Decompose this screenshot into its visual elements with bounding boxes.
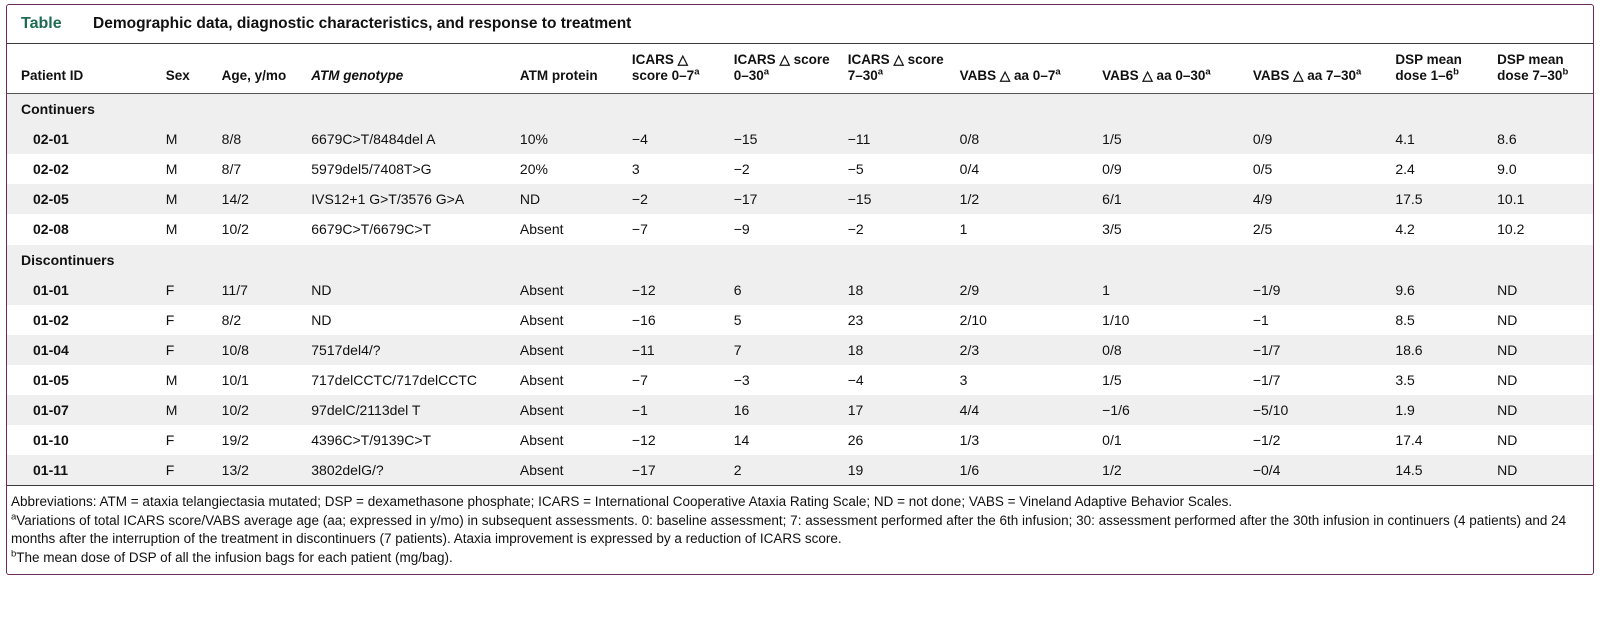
table-cell: M bbox=[160, 154, 216, 184]
caption-title: Demographic data, diagnostic characteristics, and response to treatment bbox=[93, 15, 632, 32]
table-cell: 3 bbox=[954, 365, 1097, 395]
table-cell: 6679C>T/8484del A bbox=[305, 124, 514, 154]
table-cell: Absent bbox=[514, 425, 626, 455]
table-cell: 1 bbox=[954, 214, 1097, 244]
table-cell: −1 bbox=[1247, 305, 1390, 335]
table-row bbox=[7, 154, 1593, 184]
table-cell: 10/2 bbox=[216, 214, 306, 244]
table-cell: 7517del4/? bbox=[305, 335, 514, 365]
table-cell: Absent bbox=[514, 455, 626, 485]
table-cell: ND bbox=[305, 305, 514, 335]
footnote-b: $^b$The mean dose of DSP of all the infusion bags for each patient (mg/bag). bbox=[11, 548, 453, 565]
table-row bbox=[7, 275, 1593, 305]
table-cell: 8/7 bbox=[216, 154, 306, 184]
table-row bbox=[7, 214, 1593, 244]
table-cell: ND bbox=[514, 184, 626, 214]
table-cell: F bbox=[160, 335, 216, 365]
table-cell: −9 bbox=[728, 214, 842, 244]
table-cell: F bbox=[160, 275, 216, 305]
table-cell: 1/6 bbox=[954, 455, 1097, 485]
table-cell: 9.6 bbox=[1389, 275, 1491, 305]
table-cell: 7 bbox=[728, 335, 842, 365]
table-cell: 0/1 bbox=[1096, 425, 1247, 455]
table-cell: 10/1 bbox=[216, 365, 306, 395]
group-label: Discontinuers bbox=[7, 245, 1593, 275]
table-cell: 10.1 bbox=[1491, 184, 1593, 214]
table-row bbox=[7, 425, 1593, 455]
col-icars-0-7: ICARS △ score 0–7$^a$ bbox=[626, 44, 728, 94]
col-sex: Sex bbox=[160, 44, 216, 94]
caption-label: Table bbox=[21, 15, 62, 32]
table-cell: 13/2 bbox=[216, 455, 306, 485]
table-cell: 9.0 bbox=[1491, 154, 1593, 184]
col-atm-protein: ATM protein bbox=[514, 44, 626, 94]
table-cell: M bbox=[160, 124, 216, 154]
table-cell: 4/4 bbox=[954, 395, 1097, 425]
table-cell: 19 bbox=[842, 455, 954, 485]
table-cell: ND bbox=[1491, 395, 1593, 425]
table-cell: 2.4 bbox=[1389, 154, 1491, 184]
table-cell: Absent bbox=[514, 395, 626, 425]
table-cell: −7 bbox=[626, 365, 728, 395]
table-cell: 11/7 bbox=[216, 275, 306, 305]
footnote-a-marker: a bbox=[11, 511, 17, 523]
table-cell: 18 bbox=[842, 335, 954, 365]
table-row bbox=[7, 184, 1593, 214]
table-cell: −0/4 bbox=[1247, 455, 1390, 485]
table-cell: 18 bbox=[842, 275, 954, 305]
table-cell: 2/10 bbox=[954, 305, 1097, 335]
cell-patient-id: 02-08 bbox=[7, 214, 160, 244]
table-caption bbox=[7, 5, 1593, 44]
table-cell: 14.5 bbox=[1389, 455, 1491, 485]
table-cell: M bbox=[160, 184, 216, 214]
table-cell: 5979del5/7408T>G bbox=[305, 154, 514, 184]
table-cell: −1/7 bbox=[1247, 335, 1390, 365]
table-footnotes bbox=[7, 485, 1593, 573]
table-cell: 2/3 bbox=[954, 335, 1097, 365]
table-cell: −17 bbox=[626, 455, 728, 485]
table-cell: −4 bbox=[626, 124, 728, 154]
table-cell: −5 bbox=[842, 154, 954, 184]
table-cell: ND bbox=[1491, 275, 1593, 305]
table-cell: 1/5 bbox=[1096, 124, 1247, 154]
table-cell: 0/8 bbox=[1096, 335, 1247, 365]
table-cell: 6/1 bbox=[1096, 184, 1247, 214]
table-cell: 3 bbox=[626, 154, 728, 184]
table-cell: 26 bbox=[842, 425, 954, 455]
table-cell: 17.4 bbox=[1389, 425, 1491, 455]
table-cell: −12 bbox=[626, 275, 728, 305]
table-cell: 1.9 bbox=[1389, 395, 1491, 425]
table-row bbox=[7, 395, 1593, 425]
table-cell: 3.5 bbox=[1389, 365, 1491, 395]
table-cell: Absent bbox=[514, 214, 626, 244]
table-header bbox=[7, 44, 1593, 94]
col-atm-genotype: ATM genotype bbox=[305, 44, 514, 94]
table-cell: −1/2 bbox=[1247, 425, 1390, 455]
cell-patient-id: 02-01 bbox=[7, 124, 160, 154]
table-row bbox=[7, 365, 1593, 395]
table-cell: −1 bbox=[626, 395, 728, 425]
table-cell: 3802delG/? bbox=[305, 455, 514, 485]
table-row bbox=[7, 124, 1593, 154]
col-dsp-1-6: DSP mean dose 1–6$^b$ bbox=[1389, 44, 1491, 94]
table-container bbox=[6, 4, 1594, 575]
table-cell: 16 bbox=[728, 395, 842, 425]
cell-patient-id: 01-04 bbox=[7, 335, 160, 365]
table-cell: 1/5 bbox=[1096, 365, 1247, 395]
table-cell: 5 bbox=[728, 305, 842, 335]
table-cell: 10/8 bbox=[216, 335, 306, 365]
table-cell: −7 bbox=[626, 214, 728, 244]
footnote-b-marker: b bbox=[11, 548, 17, 560]
footnote-abbreviations: Abbreviations: ATM = ataxia telangiectasia mutated; DSP = dexamethasone phosphate; ICARS = International Cooperative Ataxia Rating Scale; ND = not done; VABS = Vineland Adaptive Behavior Scales. bbox=[11, 494, 1233, 510]
table-cell: 14 bbox=[728, 425, 842, 455]
table-cell: −11 bbox=[842, 124, 954, 154]
table-cell: ND bbox=[1491, 425, 1593, 455]
table-cell: F bbox=[160, 455, 216, 485]
table-cell: 1/2 bbox=[954, 184, 1097, 214]
table-cell: M bbox=[160, 214, 216, 244]
table-cell: 3/5 bbox=[1096, 214, 1247, 244]
col-icars-7-30: ICARS △ score 7–30$^a$ bbox=[842, 44, 954, 94]
table-cell: −2 bbox=[626, 184, 728, 214]
cell-patient-id: 01-10 bbox=[7, 425, 160, 455]
table-cell: 4396C>T/9139C>T bbox=[305, 425, 514, 455]
table-cell: 6679C>T/6679C>T bbox=[305, 214, 514, 244]
table-cell: 4/9 bbox=[1247, 184, 1390, 214]
table-cell: 2/9 bbox=[954, 275, 1097, 305]
table-cell: 2/5 bbox=[1247, 214, 1390, 244]
table-row bbox=[7, 455, 1593, 485]
cell-patient-id: 01-01 bbox=[7, 275, 160, 305]
table-cell: 1/3 bbox=[954, 425, 1097, 455]
table-cell: Absent bbox=[514, 365, 626, 395]
table-row bbox=[7, 335, 1593, 365]
table-cell: −4 bbox=[842, 365, 954, 395]
table-cell: IVS12+1 G>T/3576 G>A bbox=[305, 184, 514, 214]
table-cell: 0/4 bbox=[954, 154, 1097, 184]
table-cell: 23 bbox=[842, 305, 954, 335]
table-cell: 17 bbox=[842, 395, 954, 425]
demographics-table bbox=[7, 44, 1593, 485]
table-cell: −2 bbox=[728, 154, 842, 184]
table-cell: 10.2 bbox=[1491, 214, 1593, 244]
header-row bbox=[7, 44, 1593, 94]
table-cell: −16 bbox=[626, 305, 728, 335]
cell-patient-id: 01-11 bbox=[7, 455, 160, 485]
col-patient-id: Patient ID bbox=[7, 44, 160, 94]
table-cell: ND bbox=[1491, 365, 1593, 395]
table-cell: 8/8 bbox=[216, 124, 306, 154]
table-cell: −2 bbox=[842, 214, 954, 244]
table-cell: −1/6 bbox=[1096, 395, 1247, 425]
table-cell: 4.1 bbox=[1389, 124, 1491, 154]
table-cell: 8.5 bbox=[1389, 305, 1491, 335]
table-cell: 8/2 bbox=[216, 305, 306, 335]
table-cell: −15 bbox=[842, 184, 954, 214]
table-cell: 1/10 bbox=[1096, 305, 1247, 335]
table-cell: −3 bbox=[728, 365, 842, 395]
table-cell: 717delCCTC/717delCCTC bbox=[305, 365, 514, 395]
table-cell: 8.6 bbox=[1491, 124, 1593, 154]
table-cell: 17.5 bbox=[1389, 184, 1491, 214]
table-cell: 4.2 bbox=[1389, 214, 1491, 244]
table-cell: −12 bbox=[626, 425, 728, 455]
table-cell: M bbox=[160, 365, 216, 395]
table-cell: −1/7 bbox=[1247, 365, 1390, 395]
table-cell: ND bbox=[1491, 335, 1593, 365]
table-cell: F bbox=[160, 305, 216, 335]
table-row bbox=[7, 305, 1593, 335]
col-dsp-7-30: DSP mean dose 7–30$^b$ bbox=[1491, 44, 1593, 94]
col-icars-0-30: ICARS △ score 0–30$^a$ bbox=[728, 44, 842, 94]
table-cell: M bbox=[160, 395, 216, 425]
table-cell: 19/2 bbox=[216, 425, 306, 455]
cell-patient-id: 02-05 bbox=[7, 184, 160, 214]
table-cell: 20% bbox=[514, 154, 626, 184]
table-cell: 14/2 bbox=[216, 184, 306, 214]
col-vabs-0-30: VABS △ aa 0–30$^a$ bbox=[1096, 44, 1247, 94]
table-cell: −11 bbox=[626, 335, 728, 365]
table-cell: ND bbox=[1491, 305, 1593, 335]
table-cell: 18.6 bbox=[1389, 335, 1491, 365]
table-cell: 1/2 bbox=[1096, 455, 1247, 485]
table-cell: −1/9 bbox=[1247, 275, 1390, 305]
table-cell: −5/10 bbox=[1247, 395, 1390, 425]
table-cell: 97delC/2113del T bbox=[305, 395, 514, 425]
table-cell: 0/9 bbox=[1247, 124, 1390, 154]
group-header-row bbox=[7, 245, 1593, 275]
table-cell: 6 bbox=[728, 275, 842, 305]
table-cell: F bbox=[160, 425, 216, 455]
table-cell: Absent bbox=[514, 305, 626, 335]
table-cell: 0/9 bbox=[1096, 154, 1247, 184]
table-cell: ND bbox=[1491, 455, 1593, 485]
table-cell: ND bbox=[305, 275, 514, 305]
table-body bbox=[7, 94, 1593, 486]
table-cell: Absent bbox=[514, 275, 626, 305]
col-age: Age, y/mo bbox=[216, 44, 306, 94]
cell-patient-id: 01-02 bbox=[7, 305, 160, 335]
col-vabs-7-30: VABS △ aa 7–30$^a$ bbox=[1247, 44, 1390, 94]
group-header-row bbox=[7, 94, 1593, 125]
table-cell: −17 bbox=[728, 184, 842, 214]
table-cell: 0/8 bbox=[954, 124, 1097, 154]
table-cell: −15 bbox=[728, 124, 842, 154]
cell-patient-id: 01-07 bbox=[7, 395, 160, 425]
table-cell: Absent bbox=[514, 335, 626, 365]
table-cell: 0/5 bbox=[1247, 154, 1390, 184]
cell-patient-id: 02-02 bbox=[7, 154, 160, 184]
col-vabs-0-7: VABS △ aa 0–7$^a$ bbox=[954, 44, 1097, 94]
table-cell: 10% bbox=[514, 124, 626, 154]
table-cell: 10/2 bbox=[216, 395, 306, 425]
footnote-a: $^a$Variations of total ICARS score/VABS average age (aa; expressed in y/mo) in subsequent assessments. 0: baseline assessment; 7: assessment performed after the 6th infusion; 30: assessment performed after the 30th infusion in continuers (4 patients) and 24 months after the interruption of the treatment in discontinuers (7 patients). Ataxia improvement is expressed by a reduction of ICARS score. bbox=[11, 511, 1567, 546]
table-cell: 2 bbox=[728, 455, 842, 485]
cell-patient-id: 01-05 bbox=[7, 365, 160, 395]
group-label: Continuers bbox=[7, 94, 1593, 125]
table-cell: 1 bbox=[1096, 275, 1247, 305]
